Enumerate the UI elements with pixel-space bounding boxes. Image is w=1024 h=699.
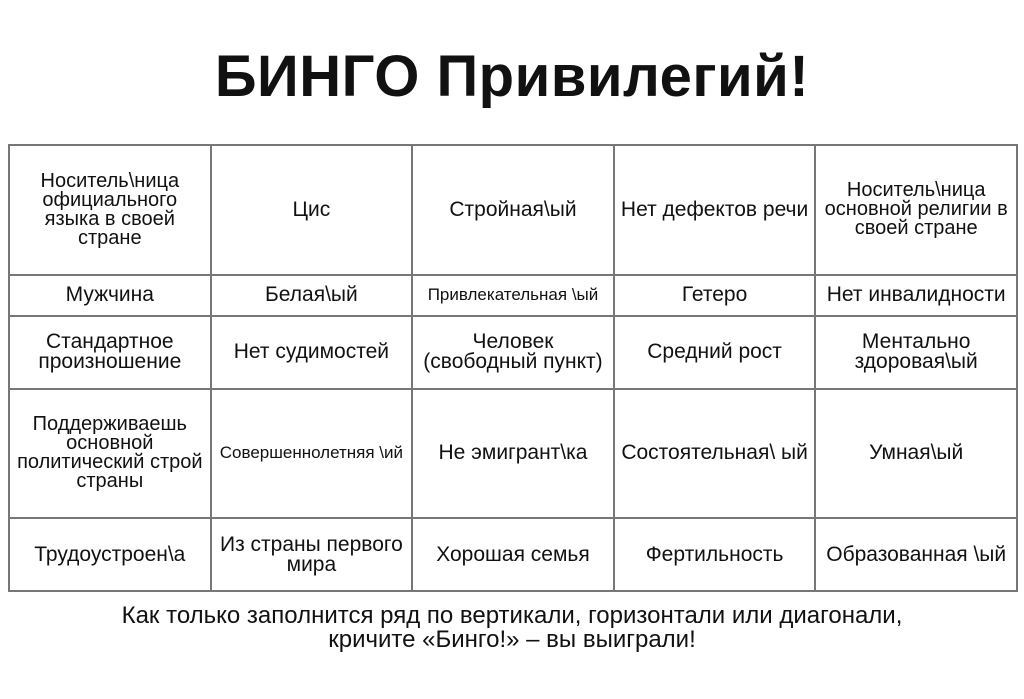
bingo-cell: Состоятельная\ ый: [614, 389, 816, 519]
bingo-cell: Ментально здоровая\ый: [815, 316, 1017, 389]
grid-row: [9, 518, 1017, 591]
bingo-cell: Из страны первого мира: [211, 518, 413, 591]
bingo-cell: Привлекательная \ый: [412, 275, 614, 316]
bingo-cell: Средний рост: [614, 316, 816, 389]
grid-row: [9, 389, 1017, 519]
bingo-cell: Совершеннолетняя \ий: [211, 389, 413, 519]
grid-row: [9, 145, 1017, 275]
rules-line-1: Как только заполнится ряд по вертикали, горизонтали или диагонали,: [121, 602, 903, 629]
bingo-cell: Мужчина: [9, 275, 211, 316]
bingo-cell: Гетеро: [614, 275, 816, 316]
grid-row: [9, 316, 1017, 389]
bingo-cell: Нет судимостей: [211, 316, 413, 389]
bingo-cell: Нет инвалидности: [815, 275, 1017, 316]
bingo-cell: Поддерживаешь основной политический строй страны: [9, 389, 211, 519]
bingo-cell: Стройная\ый: [412, 145, 614, 275]
bingo-cell: Не эмигрант\ка: [412, 389, 614, 519]
bingo-cell: Фертильность: [614, 518, 816, 591]
bingo-cell: Носитель\ница основной религии в своей стране: [815, 145, 1017, 275]
bingo-cell: Стандартное произношение: [9, 316, 211, 389]
bingo-cell: Человек (свободный пункт): [412, 316, 614, 389]
bingo-cell: Цис: [211, 145, 413, 275]
bingo-cell: Хорошая семья: [412, 518, 614, 591]
bingo-cell: Умная\ый: [815, 389, 1017, 519]
grid-row: [9, 275, 1017, 316]
bingo-cell: Носитель\ница официального языка в своей стране: [9, 145, 211, 275]
bingo-cell: Нет дефектов речи: [614, 145, 816, 275]
bingo-cell: Белая\ый: [211, 275, 413, 316]
bingo-cell: Трудоустроен\а: [9, 518, 211, 591]
rules-text: [0, 604, 1024, 652]
rules-line-2: кричите «Бинго!» – вы выиграли!: [328, 626, 696, 653]
page-title: БИНГО Привилегий!: [214, 44, 810, 109]
bingo-cell: Образованная \ый: [815, 518, 1017, 591]
bingo-grid: [8, 144, 1018, 592]
